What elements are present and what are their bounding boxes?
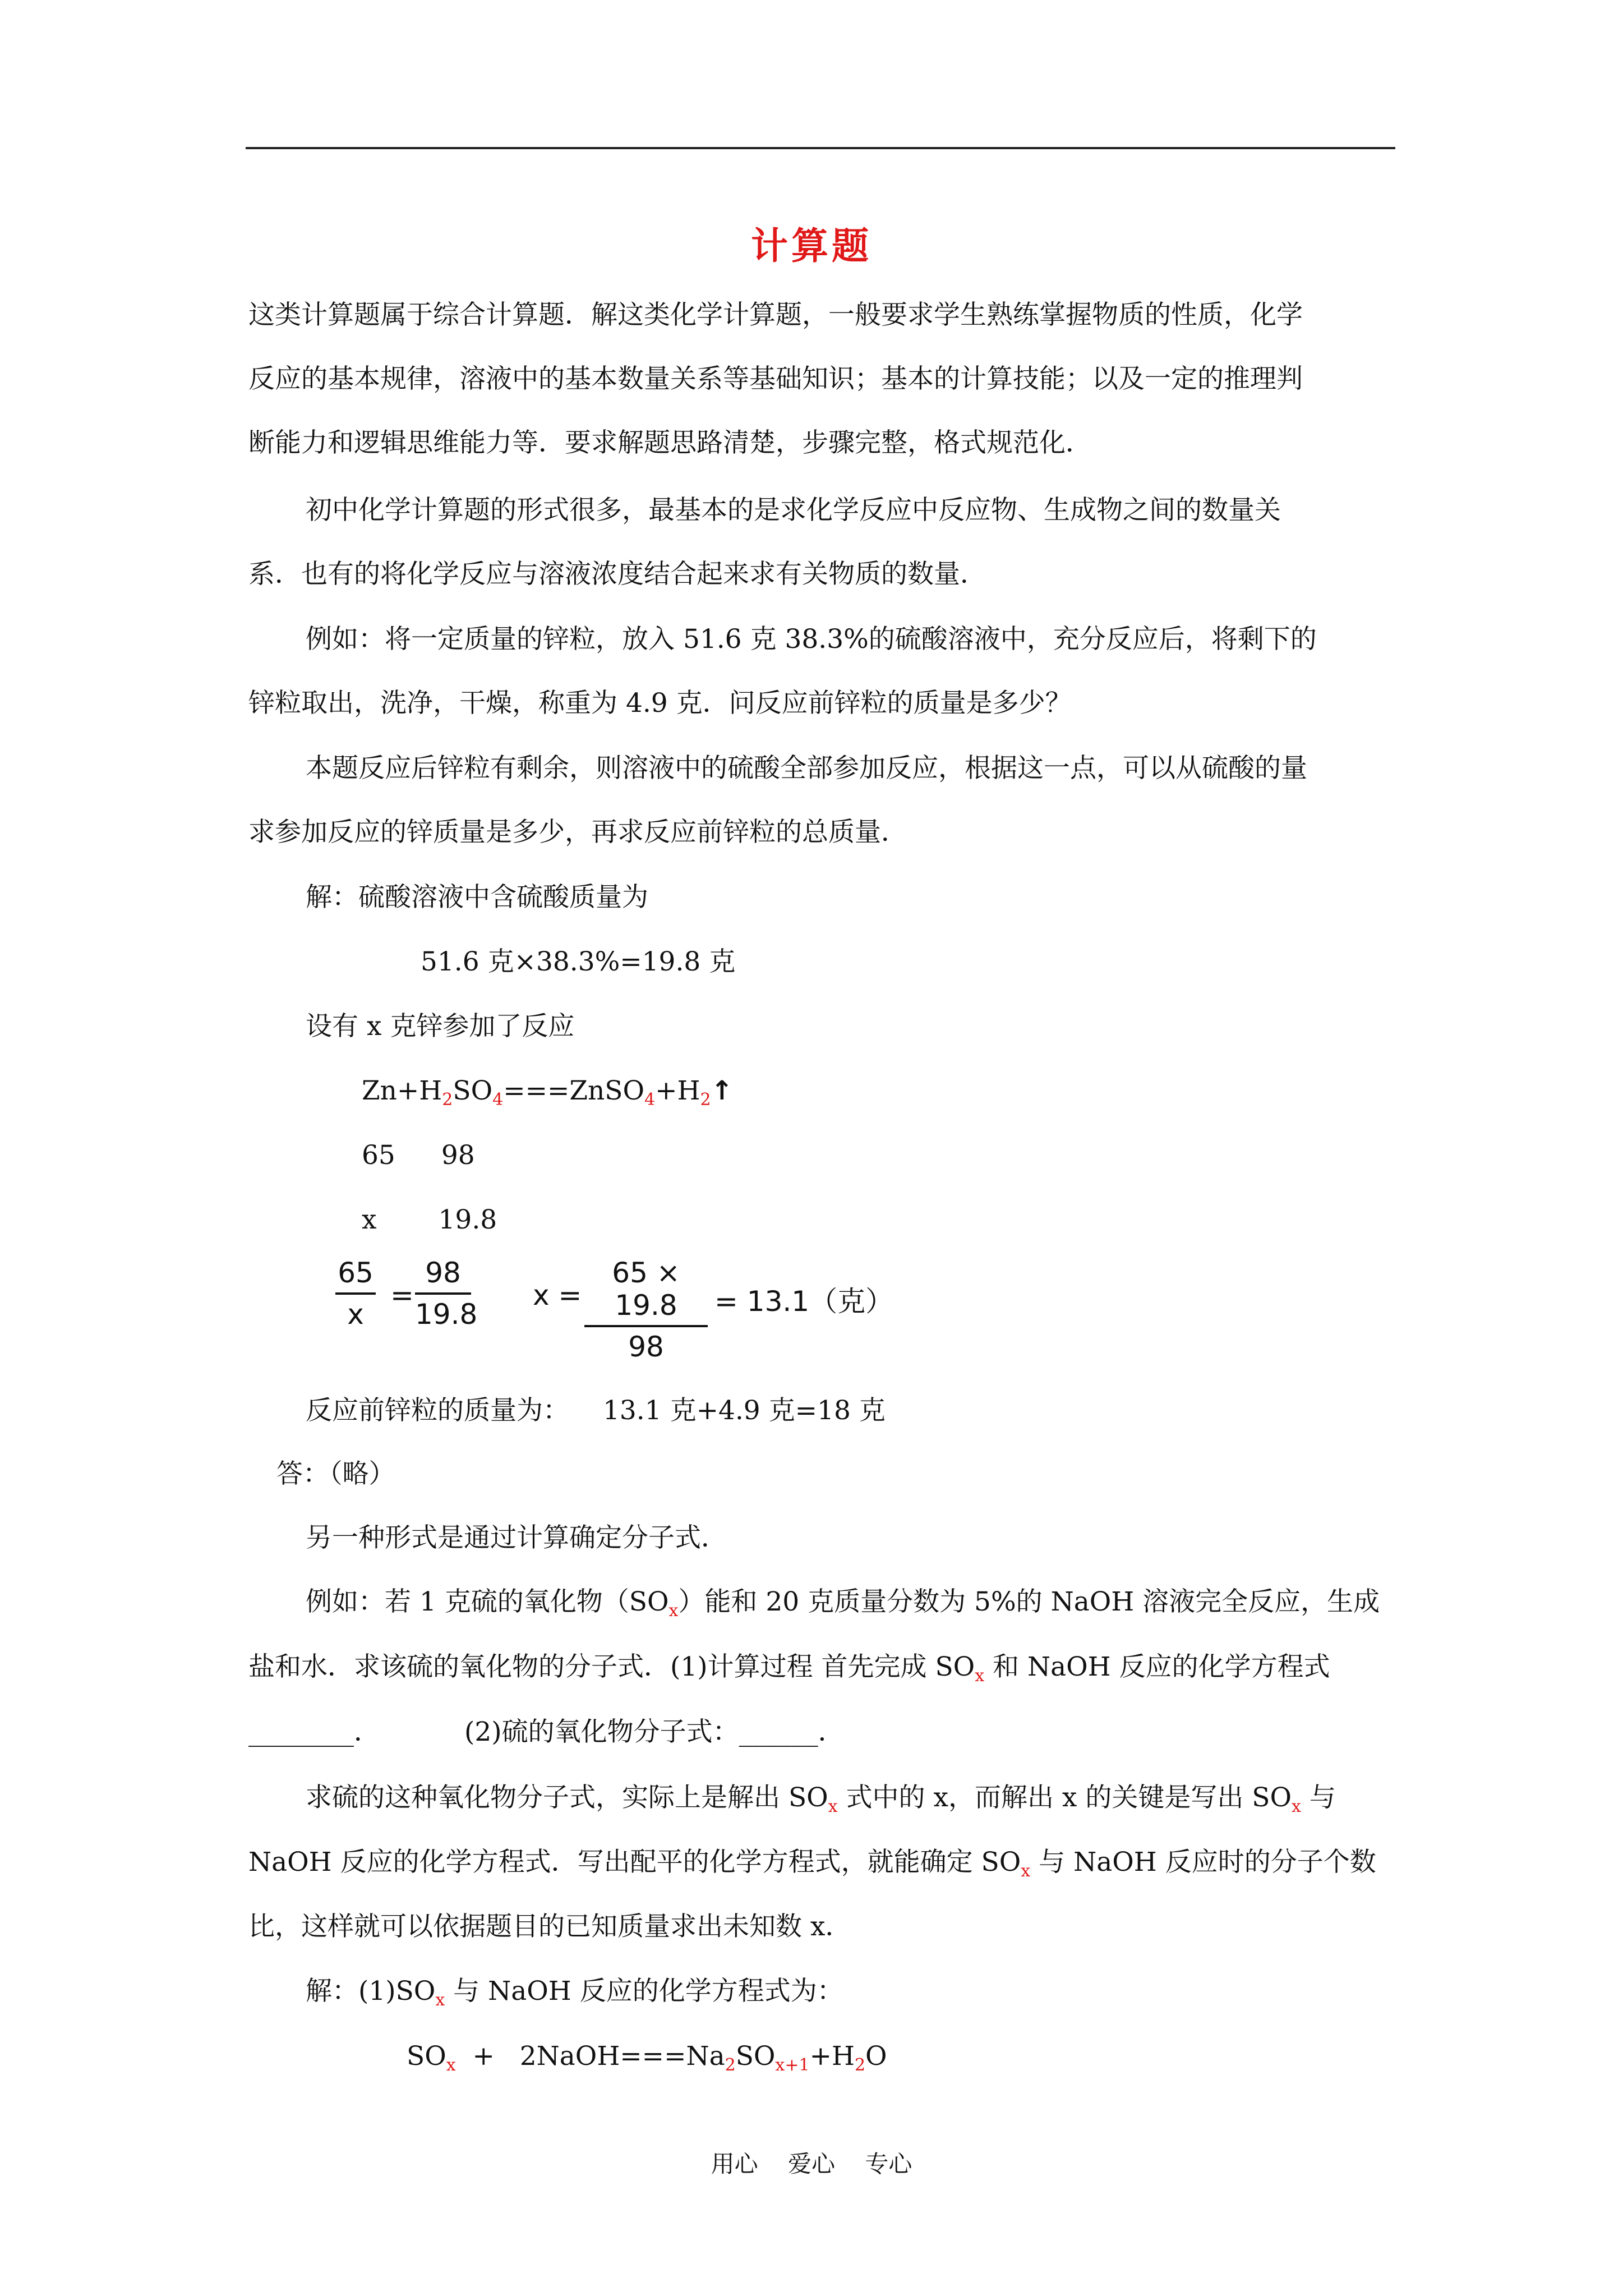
paragraph-line: 本题反应后锌粒有剩余，则溶液中的硫酸全部参加反应，根据这一点，可以从硫酸的量: [306, 753, 1307, 784]
paragraph-line: 系．也有的将化学反应与溶液浓度结合起来求有关物质的数量．: [248, 559, 986, 590]
paragraph-line: 盐和水．求该硫的氧化物的分子式．(1)计算过程 首先完成 $SO_x$ 和 NaOH 反应的化学方程式: [248, 1651, 1330, 1686]
reaction-equation: $Zn+H_2SO_4===ZnSO_4+H_2↑$: [362, 1075, 733, 1110]
answer: 答：（略）: [276, 1458, 395, 1489]
reaction-equation: $SO_x$ + $2NaOH===Na_2SO_{x+1}+H_2O$: [407, 2041, 887, 2075]
paragraph-line: 锌粒取出，洗净，干燥，称重为 4.9 克．问反应前锌粒的质量是多少？: [248, 688, 1072, 719]
header-rule: [246, 147, 1395, 149]
fraction: 65 x: [335, 1257, 376, 1331]
paragraph-line: 求硫的这种氧化物分子式，实际上是解出 $SO_x$ 式中的 x，而解出 x 的关键是写出 $SO_x$ 与: [306, 1782, 1336, 1816]
proportion-formula: [335, 1257, 952, 1363]
solution-assume: 设有 x 克锌参加了反应: [306, 1011, 575, 1042]
equals-sign: =: [390, 1279, 414, 1312]
paragraph-line: NaOH 反应的化学方程式．写出配平的化学方程式，就能确定 $SO_x$ 与 NaOH 反应时的分子个数: [248, 1847, 1376, 1881]
paragraph-line: 另一种形式是通过计算确定分子式．: [306, 1522, 727, 1553]
fraction: 98 19.8: [415, 1257, 478, 1331]
result: = 13.1（克）: [714, 1285, 894, 1318]
paragraph-line: 断能力和逻辑思维能力等．要求解题思路清楚，步骤完整，格式规范化．: [248, 427, 1092, 458]
x-equals: x =: [533, 1279, 582, 1312]
paragraph-line: 比，这样就可以依据题目的已知质量求出未知数 x．: [248, 1911, 852, 1942]
paragraph-line: 例如：将一定质量的锌粒，放入 51.6 克 38.3%的硫酸溶液中，充分反应后，将剩下的: [306, 624, 1317, 655]
up-arrow-icon: ↑: [711, 1075, 733, 1106]
paragraph-line: 反应的基本规律，溶液中的基本数量关系等基础知识；基本的计算技能；以及一定的推理判: [248, 364, 1303, 394]
paragraph-line: 初中化学计算题的形式很多，最基本的是求化学反应中反应物、生成物之间的数量关: [306, 495, 1281, 526]
fraction: 65 × 19.8 98: [584, 1257, 708, 1363]
solution-intro: 解：硫酸溶液中含硫酸质量为: [306, 882, 648, 913]
page-footer: 用心 爱心 专心: [711, 2150, 912, 2178]
solution-calc: 51.6 克×38.3%=19.8 克: [421, 946, 736, 977]
page-title: 计算题: [751, 224, 872, 268]
paragraph-line: ________． (2)硫的氧化物分子式：______．: [248, 1717, 845, 1747]
mass-row: 65 98: [362, 1140, 475, 1171]
solution-line: 解：$(1)SO_x$ 与 NaOH 反应的化学方程式为：: [306, 1976, 843, 2010]
total-mass: 反应前锌粒的质量为： 13.1 克+4.9 克=18 克: [306, 1395, 886, 1426]
paragraph-line: 例如：若 1 克硫的氧化物$(SO_x)$能和 20 克质量分数为 5%的 NaOH 溶液完全反应，生成: [306, 1586, 1380, 1621]
paragraph-line: 这类计算题属于综合计算题．解这类化学计算题，一般要求学生熟练掌握物质的性质，化学: [248, 300, 1303, 330]
mass-row: x 19.8: [362, 1204, 497, 1235]
paragraph-line: 求参加反应的锌质量是多少，再求反应前锌粒的总质量．: [248, 817, 907, 848]
